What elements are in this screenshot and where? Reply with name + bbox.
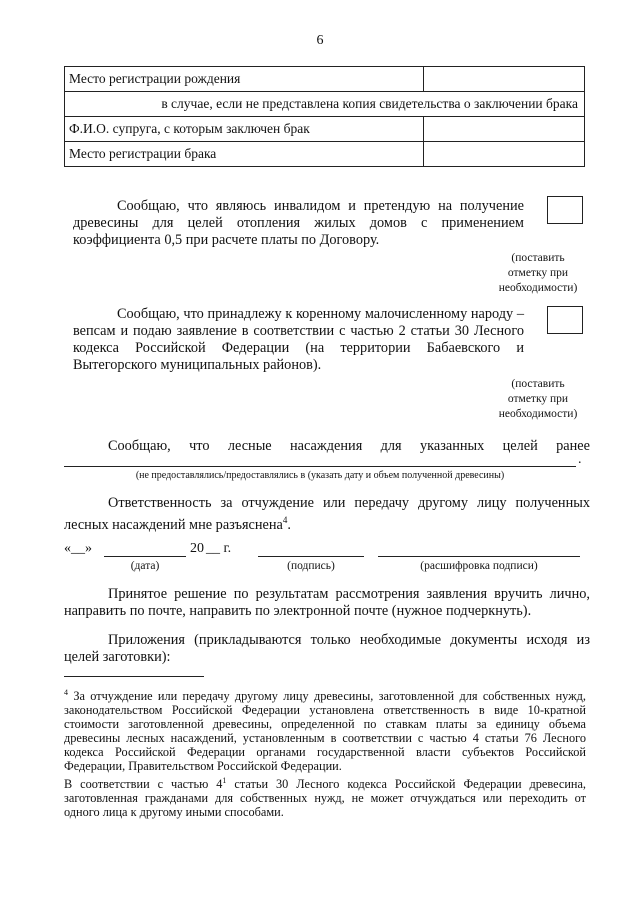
footnote-41-text-a: В соответствии с частью 4 xyxy=(64,777,223,792)
responsibility-period: . xyxy=(287,516,291,533)
mark-hint xyxy=(488,377,588,422)
decode-caption: (расшифровка подписи) xyxy=(420,560,538,572)
footnote-number: 4 xyxy=(64,688,68,697)
signature-line[interactable] xyxy=(258,556,364,557)
table-cell-label: Ф.И.О. супруга, с которым заключен брак xyxy=(65,117,424,142)
footnote-41 xyxy=(64,774,586,819)
indigenous-statement-text: Сообщаю, что принадлежу к коренному малочисленному народу – вепсам и подаю заявление в соответствии с частью 2 статьи 30 Лесного кодекса Российской Федерации (на территории Бабаевского и Вытегорского муниципальных районов). xyxy=(73,306,524,373)
footnote-4-text: За отчуждение или передачу другому лицу древесины, заготовленной для собственных нужд, законодательством Российской Федерации установлена ответственность в виде 10-кратной стоимости заготовленной древесины, определенной по ставкам платы за единицу объема древесины лесных насаждений, установленным в соответствии с частью 4 статьи 76 Лесного кодекса Российской Федерации органами государственной власти субъектов Российской Федерации, Правительством Российской Федерации. xyxy=(64,689,586,774)
signature-caption: (подпись) xyxy=(287,560,335,572)
forest-statement xyxy=(64,438,590,455)
info-table xyxy=(64,66,585,167)
indigenous-statement xyxy=(73,306,524,374)
forest-fill-line[interactable] xyxy=(64,466,576,467)
table-row xyxy=(65,117,585,142)
attachments-statement xyxy=(64,632,590,666)
date-year-prefix: 20 xyxy=(190,541,204,556)
footnote-ref: 4 xyxy=(282,515,288,525)
hint-line: отметку при xyxy=(507,267,569,279)
date-month-line[interactable] xyxy=(104,556,186,557)
footnote-divider xyxy=(64,676,204,677)
date-day[interactable]: «__» xyxy=(64,541,92,556)
decision-text: Принятое решение по результатам рассмотрения заявления вручить лично, направить по почте, направить по электронной почте (нужное подчеркнуть). xyxy=(64,586,590,619)
table-cell-value[interactable] xyxy=(424,67,585,92)
hint-line: необходимости) xyxy=(498,408,578,420)
footnote-41-sup: 1 xyxy=(222,776,227,785)
table-row xyxy=(65,92,585,117)
table-cell-value[interactable] xyxy=(424,117,585,142)
date-year[interactable]: __ г. xyxy=(206,541,232,556)
hint-line: (поставить xyxy=(511,378,565,390)
hint-line: необходимости) xyxy=(498,282,578,294)
forest-statement-text: Сообщаю, что лесные насаждения для указанных целей ранее xyxy=(108,438,590,454)
mark-hint xyxy=(488,251,588,296)
disabled-statement xyxy=(73,198,524,249)
table-row xyxy=(65,67,585,92)
table-row xyxy=(65,142,585,167)
forest-period: . xyxy=(578,452,582,467)
footnote-41-text-b: статьи 30 Лесного кодекса Российской Федерации древесина, заготовленная гражданами для собственных нужд, не может отчуждаться или переходить от одного лица к другому иными способами. xyxy=(64,777,587,820)
table-cell-value[interactable] xyxy=(424,142,585,167)
responsibility-statement xyxy=(64,495,590,534)
attachments-text: Приложения (прикладываются только необходимые документы исходя из целей заготовки): xyxy=(64,632,590,665)
responsibility-text: Ответственность за отчуждение или передачу другому лицу полученных лесных насаждений мне разъяснена xyxy=(64,495,590,533)
hint-line: (поставить xyxy=(511,252,565,264)
table-cell-label: Место регистрации брака xyxy=(65,142,424,167)
disabled-checkbox[interactable] xyxy=(547,196,583,224)
page-number: 6 xyxy=(316,33,324,48)
table-cell-note: в случае, если не представлена копия свидетельства о заключении брака xyxy=(65,92,585,117)
footnote-4 xyxy=(64,686,586,773)
indigenous-checkbox[interactable] xyxy=(547,306,583,334)
forest-caption: (не предоставлялись/предоставлялись в (указать дату и объем полученной древесины) xyxy=(135,470,505,481)
date-caption: (дата) xyxy=(130,560,160,572)
decode-line[interactable] xyxy=(378,556,580,557)
disabled-statement-text: Сообщаю, что являюсь инвалидом и претендую на получение древесины для целей отопления жилых домов с применением коэффициента 0,5 при расчете платы по Договору. xyxy=(73,198,524,248)
decision-statement xyxy=(64,586,590,620)
hint-line: отметку при xyxy=(507,393,569,405)
table-cell-label: Место регистрации рождения xyxy=(65,67,424,92)
